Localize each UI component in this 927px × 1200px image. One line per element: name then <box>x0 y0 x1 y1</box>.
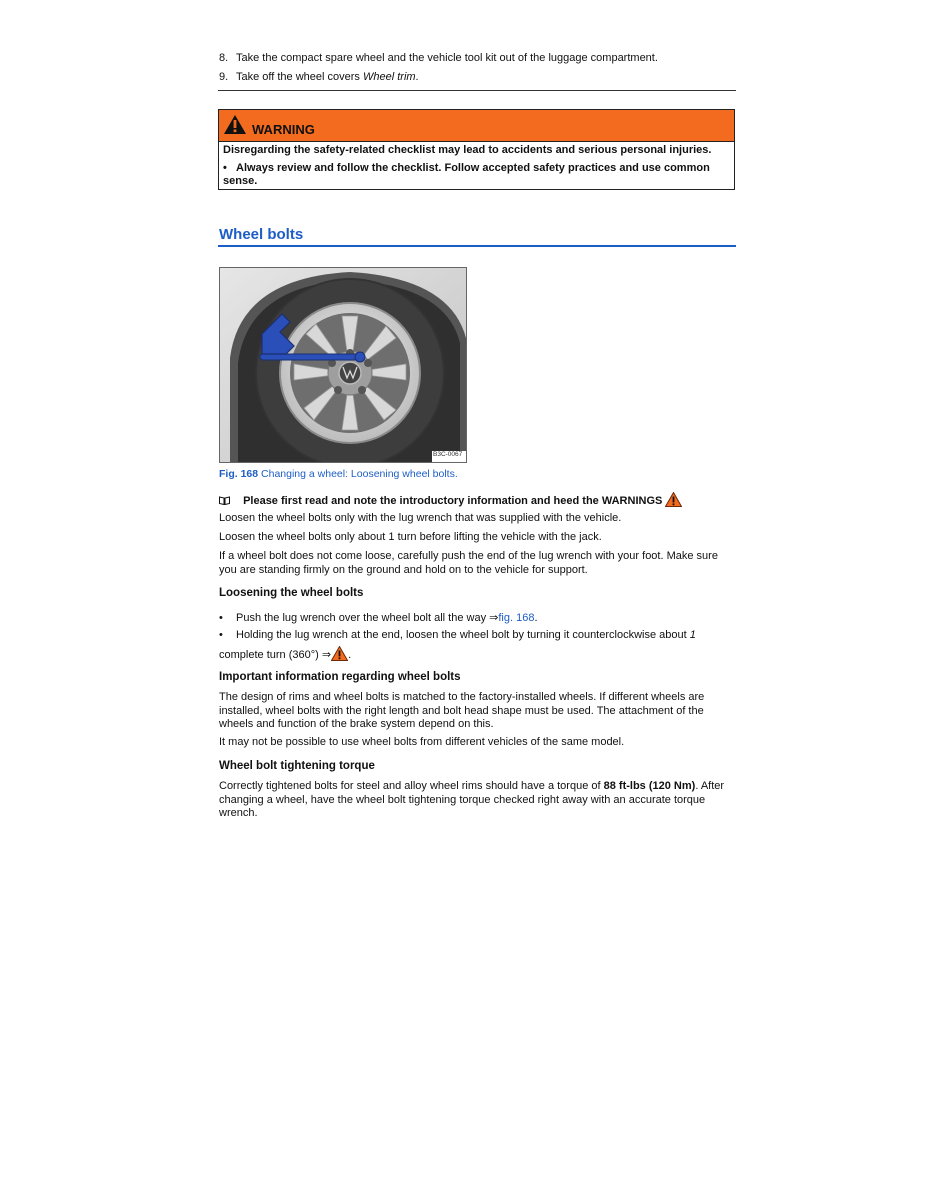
figure-code: B3C-0067 <box>433 451 463 458</box>
step-text: Take off the wheel covers Wheel trim. <box>236 71 419 83</box>
paragraph: Loosen the wheel bolts only about 1 turn before lifting the vehicle with the jack. <box>219 531 602 543</box>
subheading: Important information regarding wheel bolts <box>219 671 461 683</box>
step-item <box>219 71 736 84</box>
warning-title: WARNING <box>252 122 315 137</box>
warning-header <box>219 110 734 142</box>
step-item <box>219 52 736 65</box>
bullet-symbol: • <box>219 612 223 624</box>
bullet-item: • Holding the lug wrench at the end, loosen the wheel bolt by turning it counterclockwise about 1 <box>219 629 696 641</box>
warning-triangle-icon <box>224 115 246 134</box>
figure-link[interactable]: fig. 168 <box>498 612 535 624</box>
bullet-item: • Push the lug wrench over the wheel bolt all the way ⇒fig. 168. <box>219 612 538 624</box>
paragraph: Correctly tightened bolts for steel and alloy wheel rims should have a torque of 88 ft-lbs (120 Nm). After changing a wheel, have the wheel bolt tightening torque checked right away with an accurate torque wrench. <box>219 780 725 819</box>
bullet-continuation: complete turn (360°) ⇒ . <box>219 646 351 662</box>
step-number: 9. <box>219 71 229 83</box>
section-title: Wheel bolts <box>219 226 304 243</box>
warning-link-icon[interactable] <box>331 646 348 661</box>
bullet-symbol: • <box>223 161 227 174</box>
step-number: 8. <box>219 52 229 64</box>
figure-caption: Fig. 168 Changing a wheel: Loosening wheel bolts. <box>219 468 458 480</box>
warning-body <box>219 142 734 189</box>
step-text: Take the compact spare wheel and the vehicle tool kit out of the luggage compartment. <box>236 52 658 64</box>
bullet-symbol: • <box>219 629 223 641</box>
warning-bullet-line: • Always review and follow the checklist. Follow accepted safety practices and use common sense. <box>223 161 710 187</box>
warning-line: Disregarding the safety-related checklist may lead to accidents and serious personal injuries. <box>223 144 712 156</box>
paragraph: It may not be possible to use wheel bolts from different vehicles of the same model. <box>219 736 625 748</box>
paragraph: The design of rims and wheel bolts is matched to the factory-installed wheels. If different wheels are installed, wheel bolts with the right length and bolt head shape must be used. The attachment of the wheels and function of the brake system depend on this. <box>219 691 705 730</box>
intro-line: Please first read and note the introductory information and heed the WARNINGS <box>219 492 736 508</box>
subheading: Loosening the wheel bolts <box>219 587 364 599</box>
wheel-illustration <box>220 268 466 462</box>
section-rule <box>218 245 736 247</box>
steps-list <box>219 52 736 90</box>
wheel-figure <box>219 267 467 463</box>
subheading: Wheel bolt tightening torque <box>219 760 375 772</box>
warning-link-icon[interactable] <box>665 492 682 507</box>
divider <box>218 90 736 91</box>
book-icon <box>219 496 233 508</box>
warning-box <box>218 109 735 190</box>
paragraph: Loosen the wheel bolts only with the lug wrench that was supplied with the vehicle. <box>219 512 622 524</box>
paragraph: If a wheel bolt does not come loose, carefully push the end of the lug wrench with your foot. Make sure you are standing firmly on the ground and hold on to the vehicle for support. <box>219 550 718 576</box>
